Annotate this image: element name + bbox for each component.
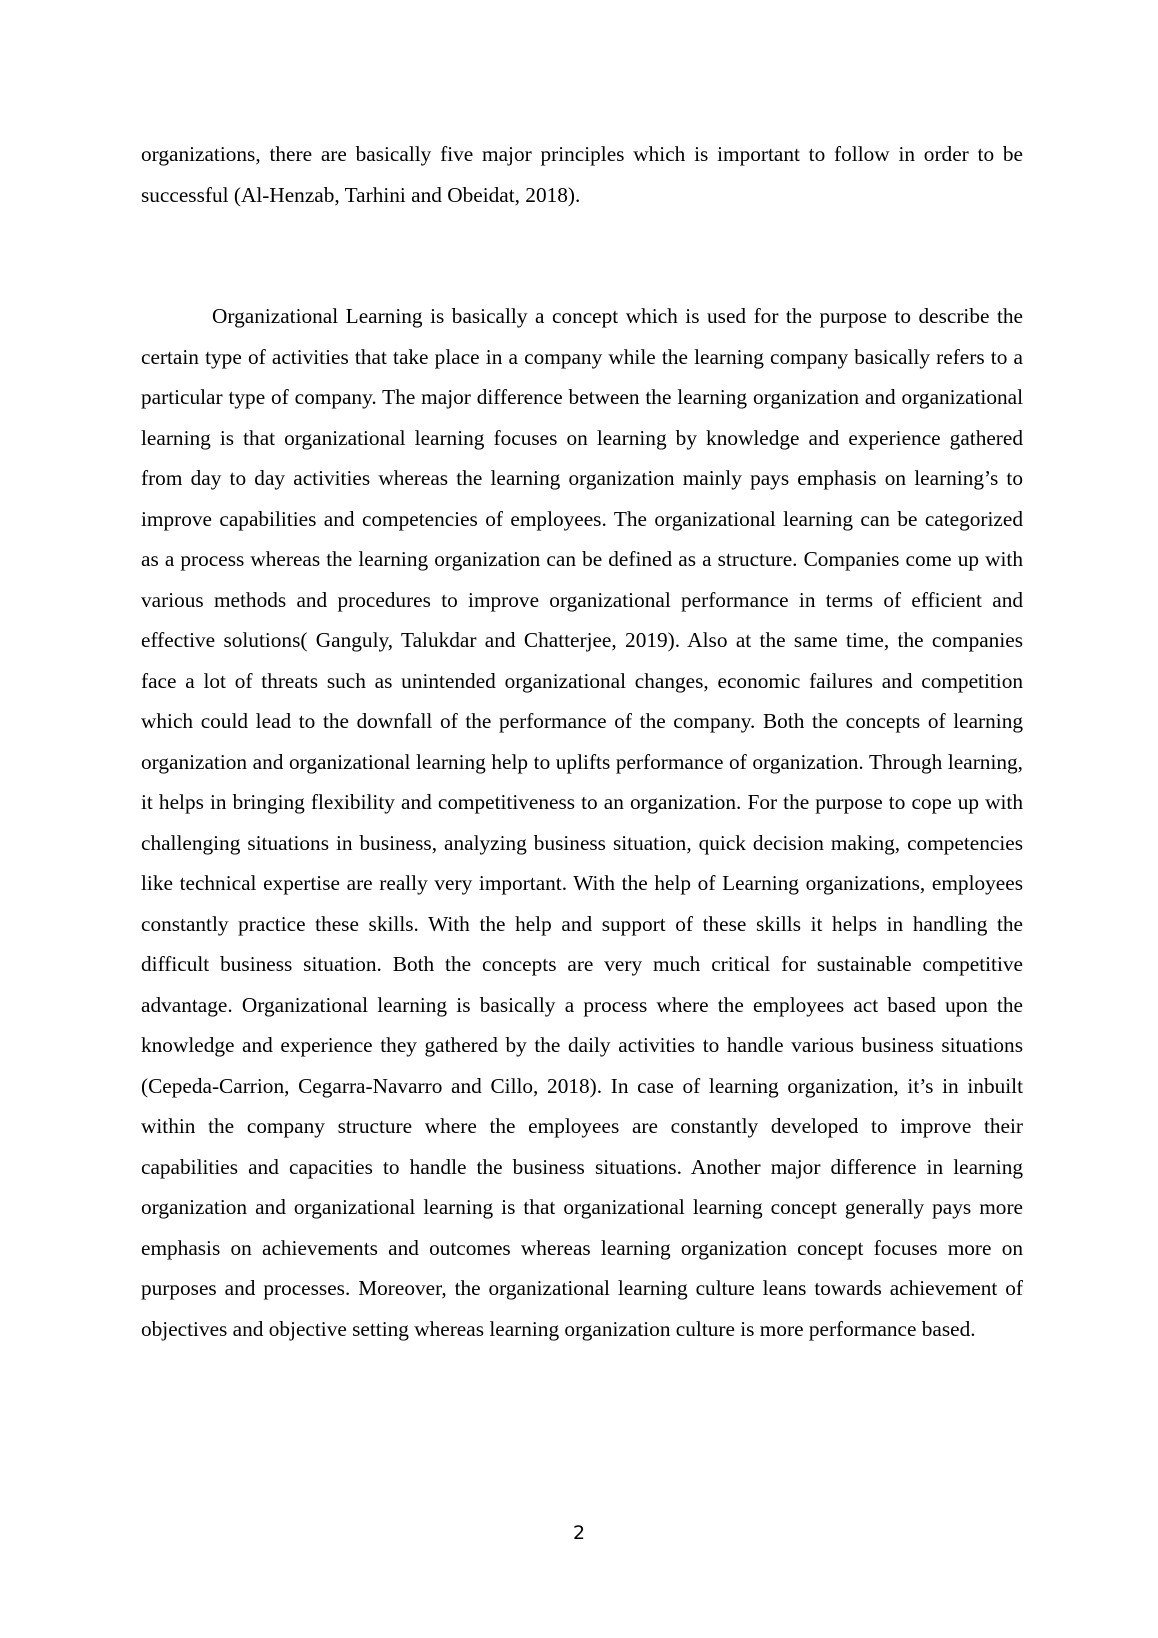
body-paragraph-continuation: organizations, there are basically five major principles which is important to follow in order to be successful (Al-Henzab, Tarhini and Obeidat, 2018). [141, 142, 1023, 207]
body-paragraph-organizational-learning: Organizational Learning is basically a concept which is used for the purpose to describe the certain type of activities that take place in a company while the learning company basically refers to a particular type of company. The major difference between the learning organization and organizational learning is that organizational learning focuses on learning by knowledge and experience gathered from day to day activities whereas the learning organization mainly pays emphasis on learning’s to improve capabilities and competencies of employees. The organizational learning can be categorized as a process whereas the learning organization can be defined as a structure. Companies come up with various methods and procedures to improve organizational performance in terms of efficient and effective solutions( Ganguly, Talukdar and Chatterjee, 2019). Also at the same time, the companies face a lot of threats such as unintended organizational changes, economic failures and competition which could lead to the downfall of the performance of the company. Both the concepts of learning organization and organizational learning help to uplifts performance of organization. Through learning, it helps in bringing flexibility and competitiveness to an organization. For the purpose to cope up with challenging situations in business, analyzing business situation, quick decision making, competencies like technical expertise are really very important. With the help of Learning organizations, employees constantly practice these skills. With the help and support of these skills it helps in handling the difficult business situation. Both the concepts are very much critical for sustainable competitive advantage. Organizational learning is basically a process where the employees act based upon the knowledge and experience they gathered by the daily activities to handle various business situations (Cepeda-Carrion, Cegarra-Navarro and Cillo, 2018). In case of learning organization, it’s in inbuilt within the company structure where the employees are constantly developed to improve their capabilities and capacities to handle the business situations. Another major difference in learning organization and organizational learning is that organizational learning concept generally pays more emphasis on achievements and outcomes whereas learning organization concept focuses more on purposes and processes. Moreover, the organizational learning culture leans towards achievement of objectives and objective setting whereas learning organization culture is more performance based. [141, 304, 1023, 1341]
page-number: 2 [572, 1522, 586, 1544]
